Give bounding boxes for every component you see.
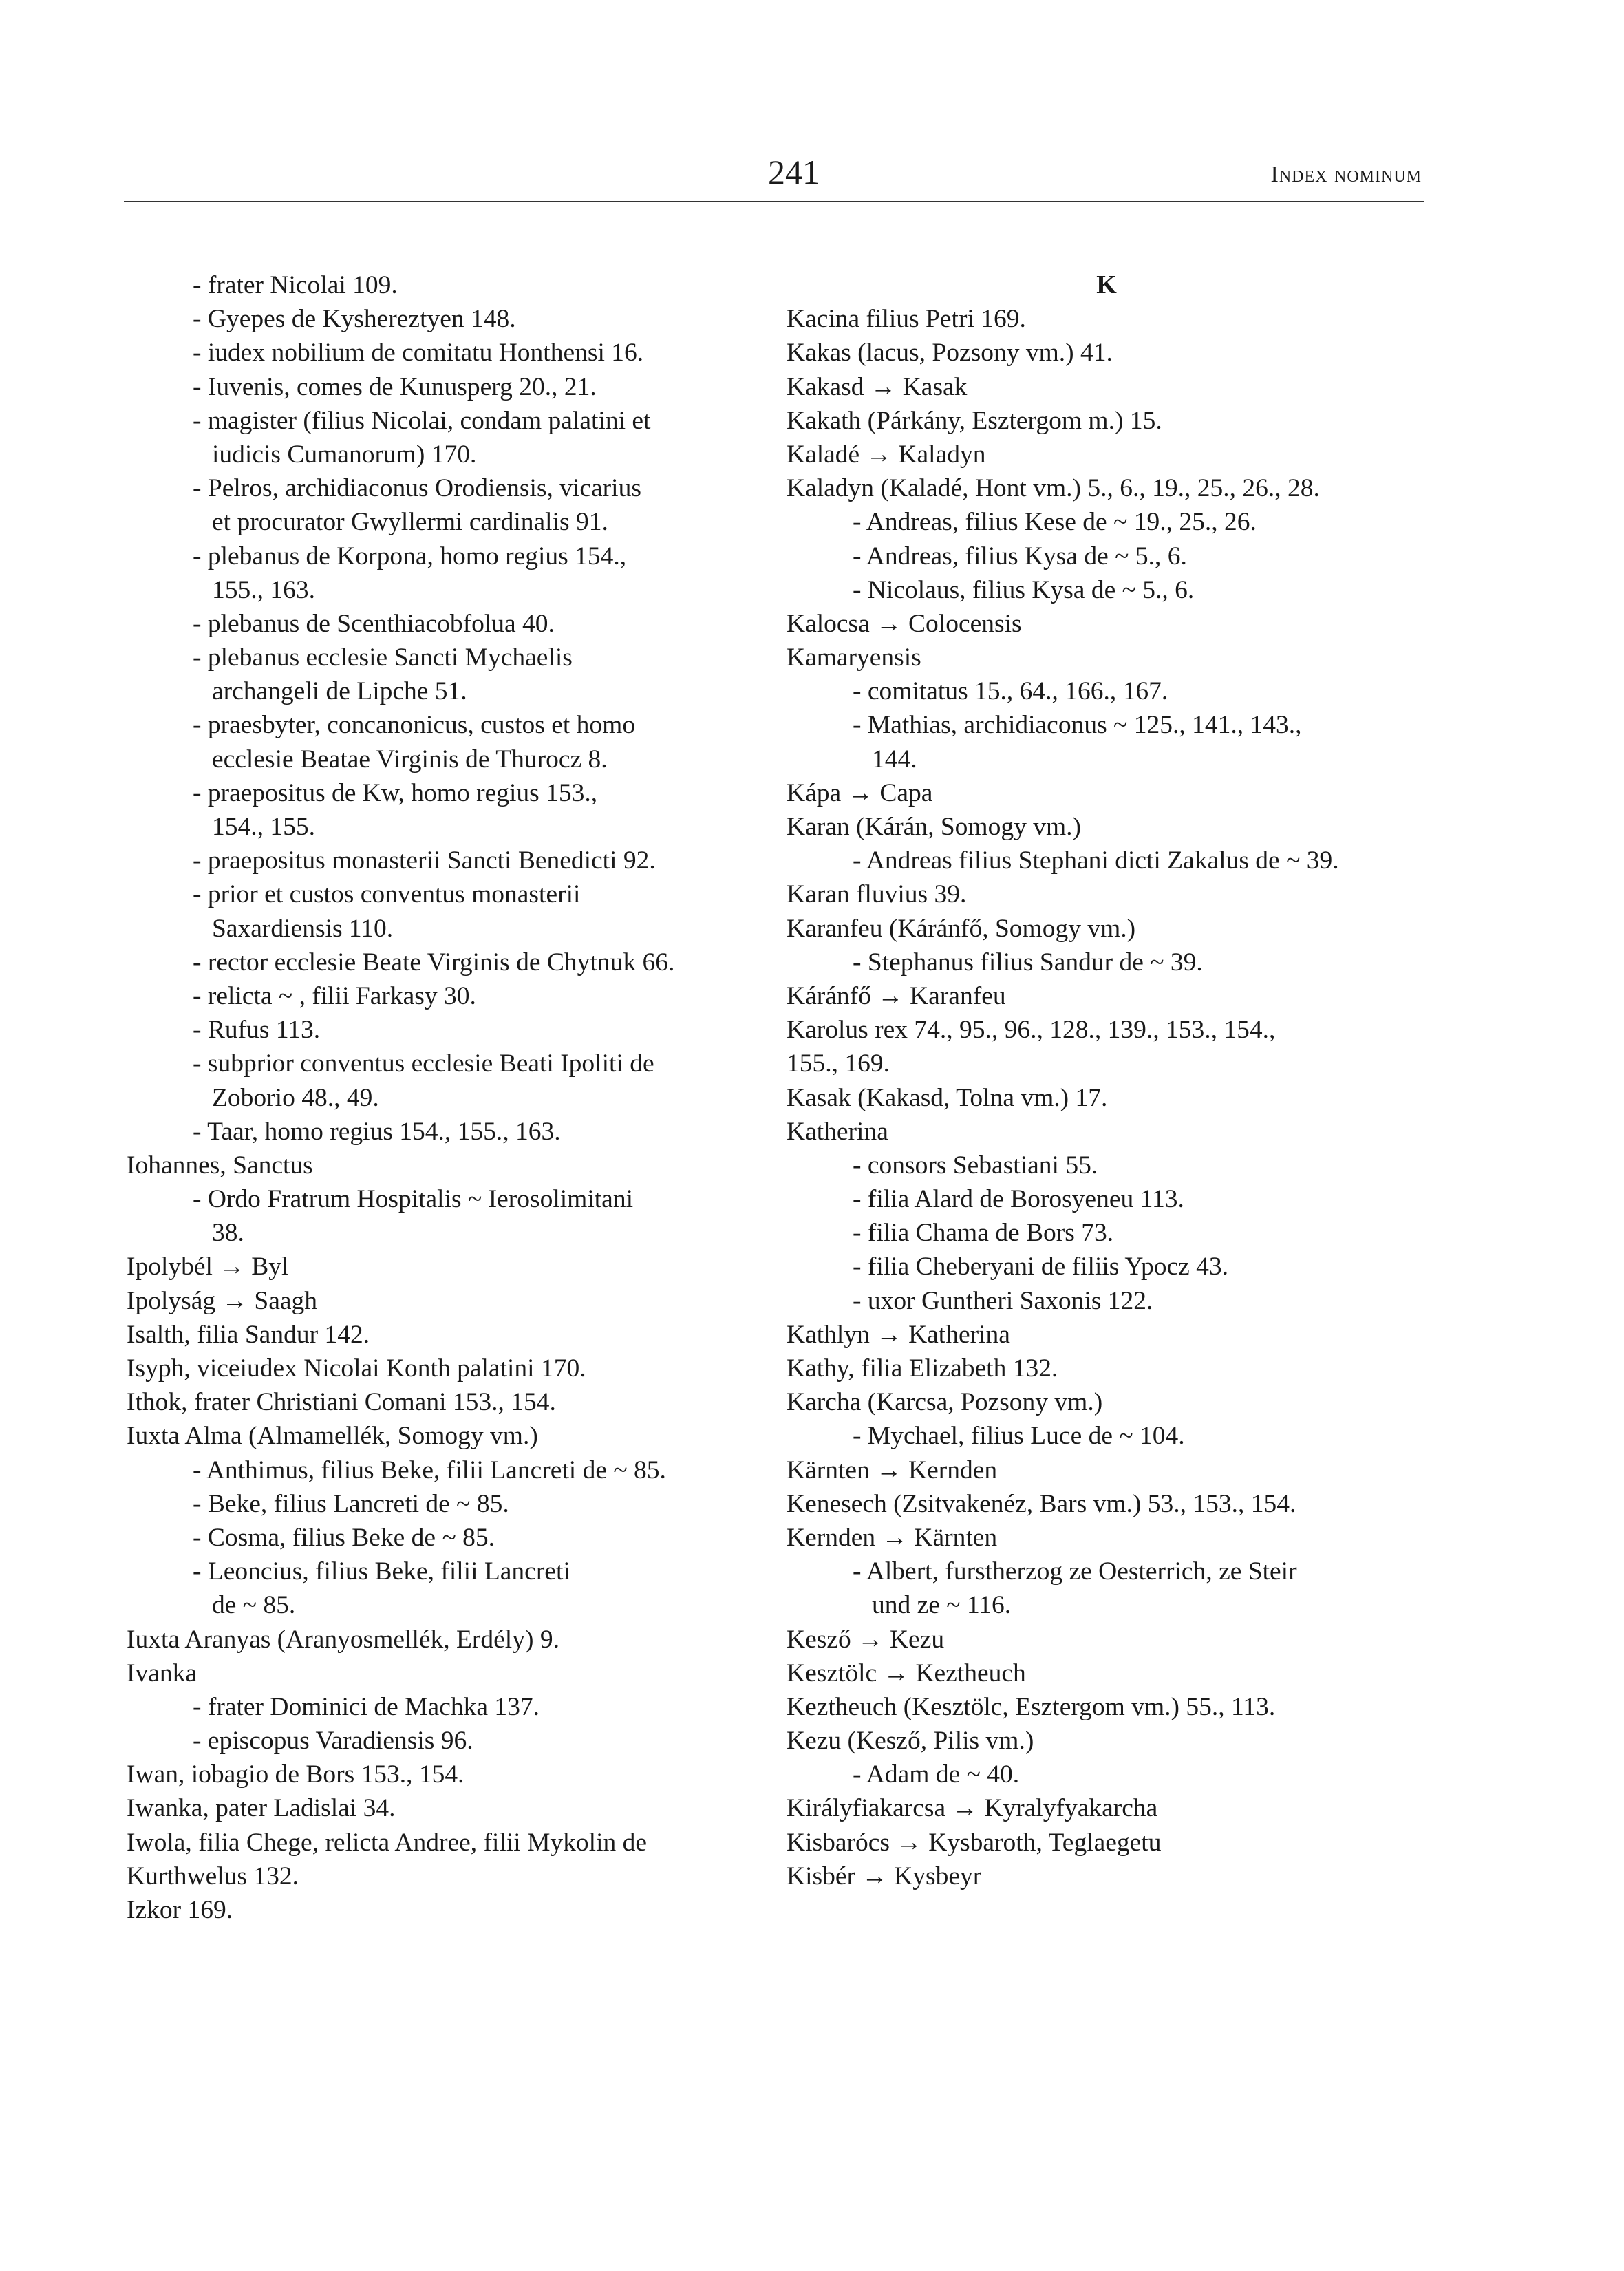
index-entry-line: Kasak (Kakasd, Tolna vm.) 17.: [787, 1083, 1108, 1112]
index-entry-line: Iohannes, Sanctus: [127, 1151, 313, 1180]
index-entry-line: - praesbyter, concanonicus, custos et homo: [193, 711, 636, 740]
index-entry-line: Kesző → Kezu: [787, 1625, 945, 1654]
index-entry-line: und ze ~ 116.: [872, 1591, 1012, 1620]
index-entry-line: Kalocsa → Colocensis: [787, 609, 1022, 638]
index-entry-line: - filia Alard de Borosyeneu 113.: [853, 1185, 1184, 1214]
index-entry-line: et procurator Gwyllermi cardinalis 91.: [212, 508, 608, 537]
section-letter-heading: K: [1096, 270, 1117, 299]
index-entry-line: - Anthimus, filius Beke, filii Lancreti de ~ 85.: [193, 1456, 666, 1484]
index-entry-line: de ~ 85.: [212, 1591, 296, 1620]
index-entry-line: Iwola, filia Chege, relicta Andree, filii Mykolin de: [127, 1828, 648, 1857]
index-entry-line: iudicis Cumanorum) 170.: [212, 440, 477, 469]
index-entry-line: Iwan, iobagio de Bors 153., 154.: [127, 1760, 464, 1789]
index-entry-line: Ivanka: [127, 1659, 197, 1687]
index-entry-line: 155., 169.: [787, 1049, 890, 1078]
index-entry-line: - Nicolaus, filius Kysa de ~ 5., 6.: [853, 575, 1195, 604]
index-entry-line: Saxardiensis 110.: [212, 914, 394, 943]
index-entry-line: Karcha (Karcsa, Pozsony vm.): [787, 1388, 1103, 1417]
index-entry-line: - filia Cheberyani de filiis Ypocz 43.: [853, 1252, 1229, 1281]
index-entry-line: - Stephanus filius Sandur de ~ 39.: [853, 948, 1203, 977]
index-entry-line: - Pelros, archidiaconus Orodiensis, vicarius: [193, 474, 641, 503]
index-entry-line: Ipolybél → Byl: [127, 1252, 289, 1281]
index-entry-line: - prior et custos conventus monasterii: [193, 880, 581, 909]
index-entry-line: - uxor Guntheri Saxonis 122.: [853, 1286, 1153, 1315]
index-entry-line: - Leoncius, filius Beke, filii Lancreti: [193, 1557, 570, 1586]
index-entry-line: Karolus rex 74., 95., 96., 128., 139., 153., 154.,: [787, 1016, 1276, 1045]
index-entry-line: Iuxta Alma (Almamellék, Somogy vm.): [127, 1422, 538, 1451]
index-entry-line: - plebanus ecclesie Sancti Mychaelis: [193, 643, 573, 672]
index-entry-line: Kisbér → Kysbeyr: [787, 1862, 982, 1890]
page-number: 241: [768, 153, 820, 191]
index-entry-line: - Adam de ~ 40.: [853, 1760, 1020, 1789]
index-entry-line: Kaladyn (Kaladé, Hont vm.) 5., 6., 19., 25., 26., 28.: [787, 474, 1320, 503]
index-column-right: [787, 268, 1427, 1893]
index-entry-line: Ithok, frater Christiani Comani 153., 154.: [127, 1388, 556, 1417]
index-entry-line: Kamaryensis: [787, 643, 921, 672]
index-entry-line: Kathy, filia Elizabeth 132.: [787, 1354, 1058, 1383]
index-entry-line: - praepositus monasterii Sancti Benedicti 92.: [193, 846, 656, 875]
index-entry-line: 155., 163.: [212, 575, 315, 604]
index-entry-line: - praepositus de Kw, homo regius 153.,: [193, 778, 598, 807]
index-entry-line: - Taar, homo regius 154., 155., 163.: [193, 1117, 561, 1146]
index-entry-line: Isalth, filia Sandur 142.: [127, 1320, 370, 1349]
index-entry-line: - magister (filius Nicolai, condam palatini et: [193, 406, 651, 435]
index-entry-line: Zoborio 48., 49.: [212, 1083, 379, 1112]
page-header: [124, 138, 1424, 202]
index-entry-line: - relicta ~ , filii Farkasy 30.: [193, 981, 476, 1010]
index-entry-line: Izkor 169.: [127, 1896, 233, 1924]
index-entry-line: Kápa → Capa: [787, 778, 933, 807]
index-entry-line: Kakasd → Kasak: [787, 372, 968, 401]
index-entry-line: Kathlyn → Katherina: [787, 1320, 1010, 1349]
index-entry-line: - Albert, furstherzog ze Oesterrich, ze Steir: [853, 1557, 1297, 1586]
running-title: Index nominum: [1270, 162, 1422, 187]
index-entry-line: - Rufus 113.: [193, 1016, 321, 1045]
index-entry-line: - plebanus de Scenthiacobfolua 40.: [193, 609, 555, 638]
index-entry-line: - Cosma, filius Beke de ~ 85.: [193, 1523, 495, 1552]
index-entry-line: Iuxta Aranyas (Aranyosmellék, Erdély) 9.: [127, 1625, 559, 1654]
index-entry-line: - Andreas filius Stephani dicti Zakalus de ~ 39.: [853, 846, 1339, 875]
index-entry-line: - Iuvenis, comes de Kunusperg 20., 21.: [193, 372, 597, 401]
index-entry-line: - Andreas, filius Kese de ~ 19., 25., 26.: [853, 508, 1257, 537]
index-entry-line: - Mathias, archidiaconus ~ 125., 141., 143.,: [853, 711, 1302, 740]
index-entry-line: Karan fluvius 39.: [787, 880, 967, 909]
index-entry-line: Kesztölc → Keztheuch: [787, 1659, 1026, 1687]
index-entry-line: Kernden → Kärnten: [787, 1523, 998, 1552]
index-entry-line: - plebanus de Korpona, homo regius 154.,: [193, 542, 627, 571]
index-entry-line: Királyfiakarcsa → Kyralyfyakarcha: [787, 1794, 1158, 1823]
index-entry-line: - episcopus Varadiensis 96.: [193, 1727, 473, 1756]
index-entry-line: Ipolyság → Saagh: [127, 1286, 318, 1315]
index-entry-line: Kärnten → Kernden: [787, 1456, 998, 1484]
index-entry-line: Kenesech (Zsitvakenéz, Bars vm.) 53., 153., 154.: [787, 1489, 1296, 1518]
index-entry-line: - rector ecclesie Beate Virginis de Chytnuk 66.: [193, 948, 675, 977]
index-entry-line: - Gyepes de Kyshereztyen 148.: [193, 305, 516, 334]
index-entry-line: Kakath (Párkány, Esztergom m.) 15.: [787, 406, 1162, 435]
index-entry-line: Kacina filius Petri 169.: [787, 305, 1026, 334]
index-entry-line: - subprior conventus ecclesie Beati Ipoliti de: [193, 1049, 654, 1078]
index-entry-line: - Ordo Fratrum Hospitalis ~ Ierosolimitani: [193, 1185, 633, 1214]
index-entry-line: Iwanka, pater Ladislai 34.: [127, 1794, 396, 1823]
index-entry-line: archangeli de Lipche 51.: [212, 677, 467, 706]
index-entry-line: - Beke, filius Lancreti de ~ 85.: [193, 1489, 509, 1518]
index-column-left: [127, 268, 760, 1927]
index-entry-line: Keztheuch (Kesztölc, Esztergom vm.) 55., 113.: [787, 1692, 1276, 1721]
index-entry-line: 38.: [212, 1219, 244, 1248]
index-entry-line: Kakas (lacus, Pozsony vm.) 41.: [787, 339, 1113, 367]
index-entry-line: Karan (Kárán, Somogy vm.): [787, 813, 1082, 841]
index-entry-line: - Mychael, filius Luce de ~ 104.: [853, 1422, 1185, 1451]
index-entry-line: - frater Nicolai 109.: [193, 271, 398, 299]
index-entry-line: Katherina: [787, 1117, 888, 1146]
index-entry-line: 154., 155.: [212, 813, 315, 841]
index-entry-line: Káránfő → Karanfeu: [787, 981, 1006, 1010]
index-entry-line: ecclesie Beatae Virginis de Thurocz 8.: [212, 745, 608, 774]
index-entry-line: Kezu (Kesző, Pilis vm.): [787, 1727, 1034, 1756]
index-entry-line: - filia Chama de Bors 73.: [853, 1219, 1114, 1248]
index-entry-line: - consors Sebastiani 55.: [853, 1151, 1098, 1180]
index-entry-line: - comitatus 15., 64., 166., 167.: [853, 677, 1168, 706]
index-entry-line: Kurthwelus 132.: [127, 1862, 299, 1890]
index-entry-line: 144.: [872, 745, 917, 774]
index-entry-line: - Andreas, filius Kysa de ~ 5., 6.: [853, 542, 1187, 571]
index-entry-line: Kisbarócs → Kysbaroth, Teglaegetu: [787, 1828, 1162, 1857]
index-entry-line: - frater Dominici de Machka 137.: [193, 1692, 539, 1721]
index-entry-line: Isyph, viceiudex Nicolai Konth palatini 170.: [127, 1354, 586, 1383]
index-entry-line: Karanfeu (Káránfő, Somogy vm.): [787, 914, 1136, 943]
index-entry-line: - iudex nobilium de comitatu Honthensi 16.: [193, 339, 644, 367]
index-entry-line: Kaladé → Kaladyn: [787, 440, 986, 469]
